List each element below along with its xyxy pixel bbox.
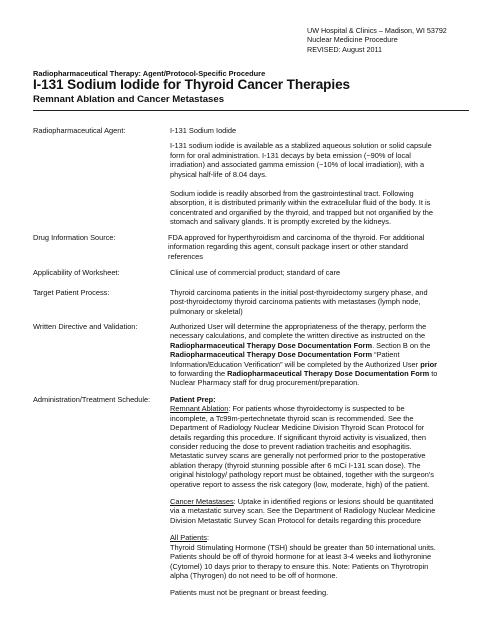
target-line: post-thyroidectomy thyroid carcinoma patients with metastases (lymph node, — [170, 297, 421, 307]
cancer-metastases-label: Cancer Metastases — [170, 497, 234, 507]
directive-text-fragment: “Patient — [372, 350, 400, 360]
target-label: Target Patient Process: — [33, 288, 110, 297]
agent-para2-line: concentrated and organified by the thyroid, and trapped but not organified by the — [170, 207, 433, 217]
title-divider — [33, 110, 469, 111]
agent-para2-line: absorption, it is distributed primarily within the extracellular fluid of the body. It is — [170, 198, 431, 208]
revision-date: REVISED: August 2011 — [307, 44, 382, 54]
agent-para1-line: form for oral administration. I-131 decays by beta emission (~90% of local — [170, 150, 411, 160]
institution-header — [307, 26, 447, 54]
directive-line: necessary calculations, and complete the written directive as instructed on the — [170, 331, 426, 341]
all-patients-label: All Patients — [170, 533, 207, 543]
directive-line: Authorized User will determine the appropriateness of the therapy, perform the — [170, 322, 427, 331]
target-line: pulmonary or skeletal) — [170, 306, 243, 316]
remnant-line: incomplete, a Tc99m-pertechnetate thyroid scan is recommended. See the — [170, 413, 414, 423]
agent-para2-line: Sodium iodide is readily absorbed from the gastrointestinal tract. Following — [170, 189, 414, 199]
remnant-line: consider reducing the dose to prevent radiation tracheitis and esophagitis. — [170, 442, 412, 452]
remnant-ablation-label: Remnant Ablation — [170, 404, 229, 414]
directive-text — [170, 322, 466, 388]
remnant-line: Metastatic survey scans are generally not performed prior to the postoperative — [170, 451, 426, 461]
directive-line — [170, 360, 466, 369]
agent-para1-line: irradiation) and associated gamma emission (~10% of local irradiation), with a — [170, 160, 425, 170]
page-title: I-131 Sodium Iodide for Thyroid Cancer Therapies — [33, 77, 350, 92]
patient-prep-heading-text: Patient Prep: — [170, 395, 216, 404]
directive-line: Nuclear Pharmacy staff for drug procurement/preparation. — [170, 378, 360, 388]
metastases-text-fragment: : Uptake in identified regions or lesions should be quantitated — [233, 497, 434, 507]
directive-line — [170, 341, 466, 350]
all-patients-line: Patients should be off of thyroid hormone for at least 3-4 weeks and liothyronine — [170, 552, 432, 562]
remnant-line: original histology/ pathology report must be obtained, together with the surgeon's — [170, 470, 434, 480]
target-line: Thyroid carcinoma patients in the initial post-thyroidectomy surgery phase, and — [170, 288, 428, 297]
drug-info-line: references — [168, 251, 203, 261]
applicability-line: Clinical use of commercial product; standard of care — [170, 268, 341, 277]
agent-label: Radiopharmaceutical Agent: — [33, 126, 126, 135]
pregnancy-note: Patients must not be pregnant or breast feeding. — [170, 588, 329, 598]
directive-text-fragment: to forwarding the — [170, 369, 228, 379]
applicability-text — [170, 268, 466, 277]
metastases-line — [170, 497, 466, 506]
directive-line — [170, 350, 466, 359]
directive-label: Written Directive and Validation: — [33, 322, 138, 331]
remnant-line: ablation therapy (thyroid stunning possible after 6 mCi I-131 scan dose). The — [170, 460, 421, 470]
all-patients-colon: : — [206, 533, 210, 543]
agent-para1-line: I-131 sodium iodide is available as a stablized aqueous solution or solid capsule — [170, 141, 432, 151]
admin-text — [170, 395, 466, 598]
agent-para1-line: physical half-life of 8.04 days. — [170, 169, 267, 179]
directive-line — [170, 369, 466, 378]
all-patients-heading — [170, 533, 466, 542]
form-name: Radiopharmaceutical Therapy Dose Documentation Form — [170, 350, 373, 360]
applicability-label: Applicability of Worksheet: — [33, 268, 120, 277]
metastases-line: via a metastatic survey scan. See the Department of Radiology Nuclear Medicine — [170, 506, 436, 516]
drug-info-label: Drug Information Source: — [33, 233, 116, 242]
drug-info-text — [168, 233, 464, 261]
remnant-line — [170, 404, 466, 413]
all-patients-line: (Cytomel) 10 days prior to therapy to ensure this. Note: Patients on Thyrotropin — [170, 561, 429, 571]
remnant-line: details regarding this procedure. If significant thyroid activity is visualized, then — [170, 432, 426, 442]
procedure-category: Radiopharmaceutical Therapy: Agent/Protocol-Specific Procedure — [33, 69, 266, 78]
remnant-line: operative report to assess the risk category (low, moderate, high) of the patient. — [170, 479, 430, 489]
directive-text-fragment: to — [429, 369, 438, 379]
form-name: Radiopharmaceutical Therapy Dose Documentation Form — [227, 369, 430, 379]
remnant-line: Department of Radiology Nuclear Medicine Division Thyroid Scan Protocol for — [170, 423, 425, 433]
page-subtitle: Remnant Ablation and Cancer Metastases — [33, 94, 225, 105]
agent-para2-line: stomach and salivary glands. It is promptly excreted by the kidneys. — [170, 217, 392, 227]
all-patients-line: Thyroid Stimulating Hormone (TSH) should be greater than 50 international units. — [170, 542, 436, 552]
institution-name: UW Hospital & Clinics – Madison, WI 53792 — [307, 26, 447, 35]
all-patients-line: alpha (Thyrogen) do not need to be off of hormone. — [170, 570, 338, 580]
procedure-type: Nuclear Medicine Procedure — [307, 35, 398, 45]
remnant-text-fragment: : For patients whose thyroidectomy is suspected to be — [228, 404, 405, 414]
directive-text-fragment: . Section B on the — [372, 340, 431, 350]
patient-prep-heading — [170, 395, 466, 404]
agent-section — [170, 126, 466, 227]
admin-label: Administration/Treatment Schedule: — [33, 395, 151, 404]
metastases-line: Division Metastatic Survey Scan Protocol for details regarding this procedure — [170, 515, 421, 525]
emphasis-prior: prior — [420, 359, 438, 369]
directive-text-fragment: Information/Education Verification” will be completed by the Authorized User — [170, 359, 421, 369]
agent-name: I-131 Sodium Iodide — [170, 126, 237, 135]
drug-info-line: information regarding this agent, consult package insert or other standard — [168, 242, 408, 252]
form-name: Radiopharmaceutical Therapy Dose Documentation Form — [170, 340, 373, 350]
drug-info-line: FDA approved for hyperthyroidism and carcinoma of the thyroid. For additional — [168, 233, 425, 242]
target-text — [170, 288, 466, 316]
